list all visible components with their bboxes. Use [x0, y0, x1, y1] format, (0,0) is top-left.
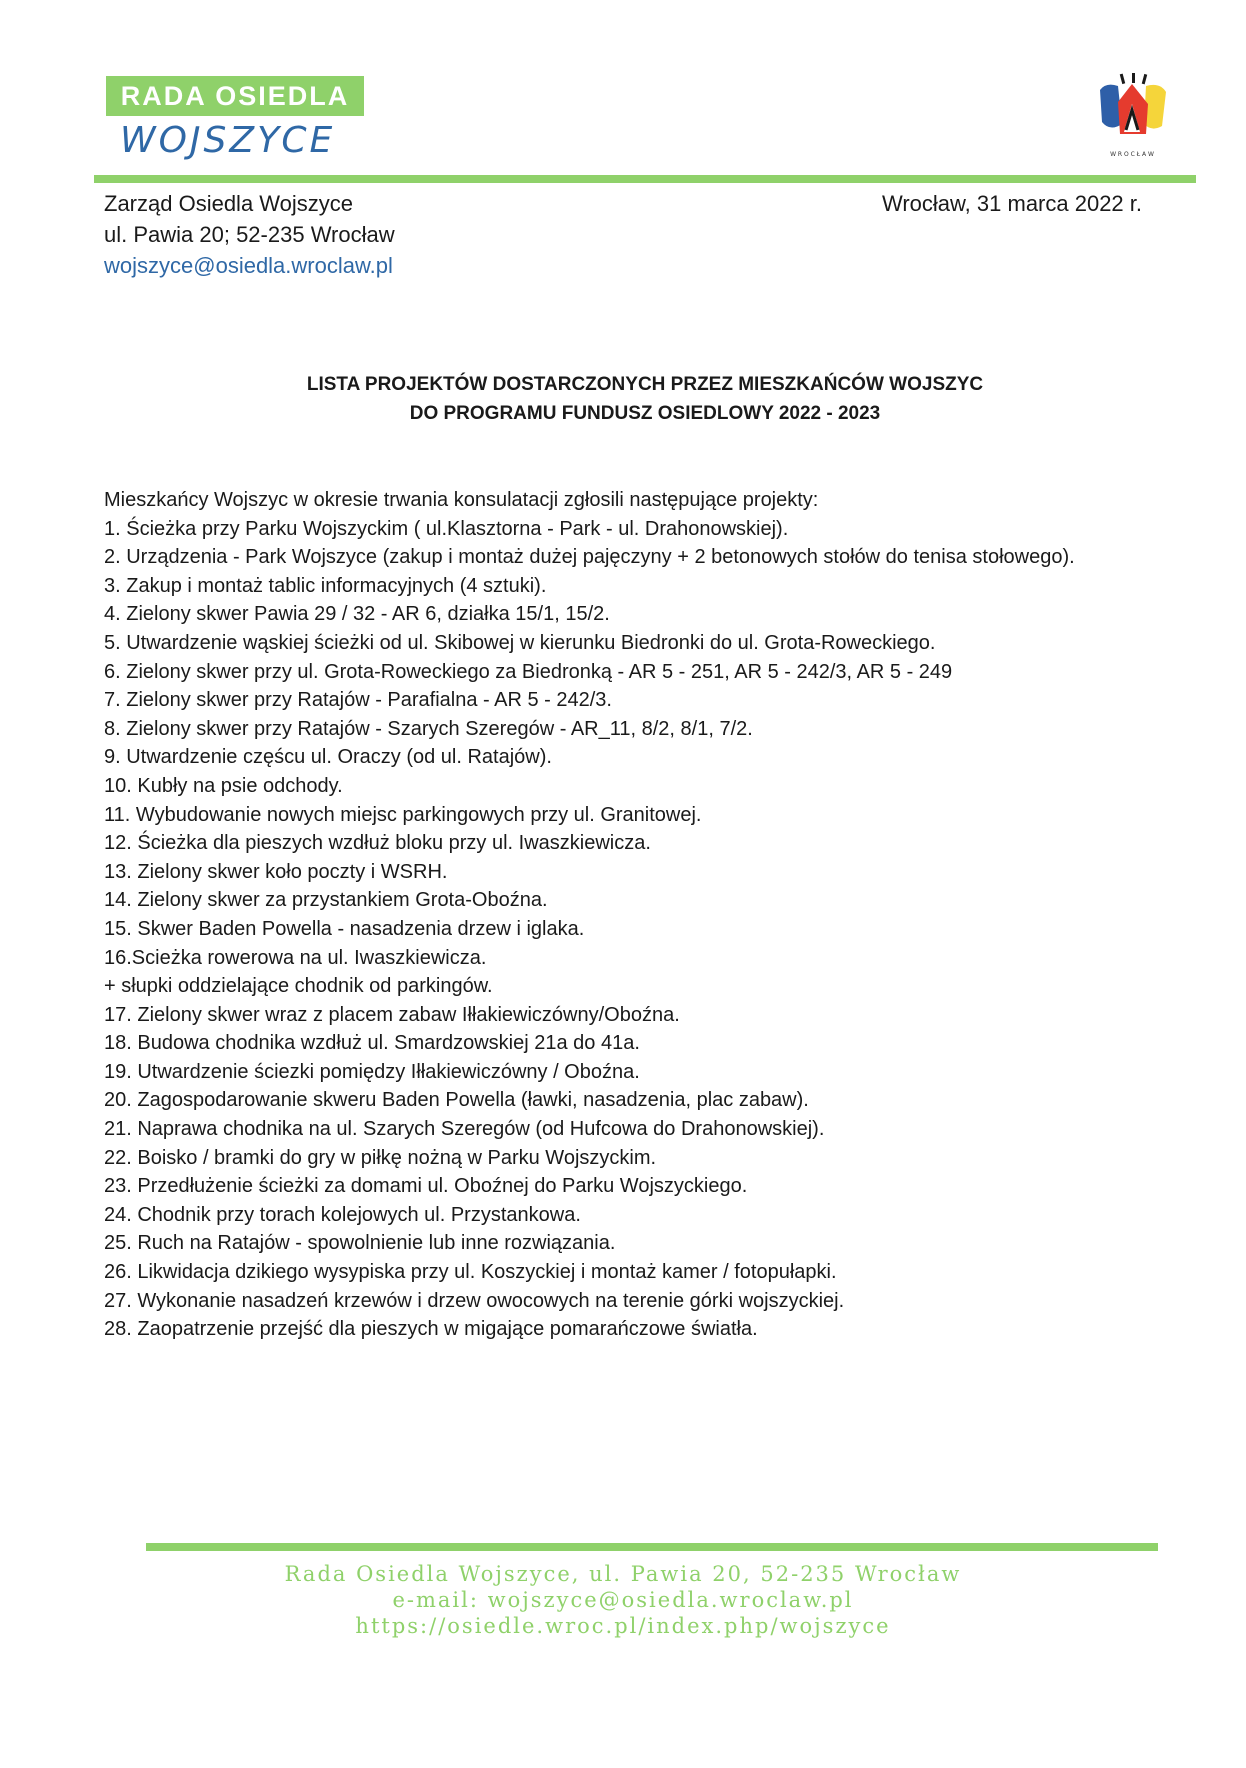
title-line-2: DO PROGRAMU FUNDUSZ OSIEDLOWY 2022 - 2023 — [409, 403, 881, 424]
footer-divider — [146, 1543, 1158, 1551]
list-item: 9. Utwardzenie częścu ul. Oraczy (od ul. Ratajów). — [104, 746, 552, 769]
list-item: 13. Zielony skwer koło poczty i WSRH. — [104, 860, 448, 883]
wroclaw-logo-icon — [1096, 72, 1168, 164]
list-item: 24. Chodnik przy torach kolejowych ul. Przystankowa. — [104, 1203, 581, 1226]
document-title — [94, 370, 1196, 428]
list-item: 16.Scieżka rowerowa na ul. Iwaszkiewicza. — [104, 946, 487, 969]
list-item: 26. Likwidacja dzikiego wysypiska przy ul. Koszyckiej i montaż kamer / fotopułapki. — [104, 1261, 837, 1284]
logo-caption: W R O C Ł A W — [1110, 151, 1154, 158]
list-item: 17. Zielony skwer wraz z placem zabaw Iłłakiewiczówny/Oboźna. — [104, 1003, 680, 1026]
project-list — [104, 486, 1075, 1344]
document-date: Wrocław, 31 marca 2022 r. — [881, 191, 1142, 216]
footer-email: e-mail: wojszyce@osiedla.wroclaw.pl — [392, 1588, 854, 1612]
list-item: 21. Naprawa chodnika na ul. Szarych Szeregów (od Hufcowa do Drahonowskiej). — [104, 1118, 825, 1141]
list-item: 18. Budowa chodnika wzdłuż ul. Smardzowskiej 21a do 41a. — [104, 1032, 640, 1055]
list-item: 5. Utwardzenie wąskiej ścieżki od ul. Skibowej w kierunku Biedronki do ul. Grota-Roweckiego. — [104, 631, 936, 654]
title-line-1: LISTA PROJEKTÓW DOSTARCZONYCH PRZEZ MIESZKAŃCÓW WOJSZYC — [306, 374, 984, 395]
list-item: 8. Zielony skwer przy Ratajów - Szarych Szeregów - AR_11, 8/2, 8/1, 7/2. — [104, 717, 753, 740]
sender-name: Zarząd Osiedla Wojszyce — [104, 191, 354, 216]
sender-email-link[interactable]: wojszyce@osiedla.wroclaw.pl — [104, 253, 393, 278]
list-item: 7. Zielony skwer przy Ratajów - Parafialna - AR 5 - 242/3. — [104, 689, 612, 712]
list-item: 15. Skwer Baden Powella - nasadzenia drzew i iglaka. — [104, 917, 585, 940]
sender-address — [104, 188, 395, 281]
list-item: 28. Zaopatrzenie przejść dla pieszych w migające pomarańczowe światła. — [104, 1318, 758, 1341]
list-item: 10. Kubły na psie odchody. — [104, 774, 343, 797]
sender-street: ul. Pawia 20; 52-235 Wrocław — [104, 222, 395, 247]
list-item: 3. Zakup i montaż tablic informacyjnych (4 sztuki). — [104, 574, 547, 597]
intro-text: Mieszkańcy Wojszyc w okresie trwania konsulatacji zgłosili następujące projekty: — [104, 489, 819, 511]
footer — [0, 1561, 1246, 1639]
footer-website-link[interactable]: https://osiedle.wroc.pl/index.php/wojszyce — [355, 1614, 891, 1638]
list-item: 1. Ścieżka przy Parku Wojszyckim ( ul.Klasztorna - Park - ul. Drahonowskiej). — [104, 517, 789, 540]
list-item: 20. Zagospodarowanie skweru Baden Powella (ławki, nasadzenia, plac zabaw). — [104, 1089, 809, 1112]
footer-address: Rada Osiedla Wojszyce, ul. Pawia 20, 52-235 Wrocław — [284, 1562, 962, 1586]
list-item: 4. Zielony skwer Pawia 29 / 32 - AR 6, działka 15/1, 15/2. — [104, 603, 610, 626]
list-item: 22. Boisko / bramki do gry w piłkę nożną w Parku Wojszyckim. — [104, 1146, 657, 1169]
list-item: + słupki oddzielające chodnik od parkingów. — [104, 975, 493, 998]
brand-title: RADA OSIEDLA — [106, 76, 364, 116]
list-item: 2. Urządzenia - Park Wojszyce (zakup i montaż dużej pajęczyny + 2 betonowych stołów do tenisa stołowego). — [104, 546, 1075, 569]
list-item: 12. Ścieżka dla pieszych wzdłuż bloku przy ul. Iwaszkiewicza. — [104, 832, 651, 855]
list-item: 23. Przedłużenie ścieżki za domami ul. Oboźnej do Parku Wojszyckiego. — [104, 1175, 748, 1198]
list-item: 11. Wybudowanie nowych miejsc parkingowych przy ul. Granitowej. — [104, 803, 702, 826]
list-item: 14. Zielony skwer za przystankiem Grota-Oboźna. — [104, 889, 548, 912]
list-item: 6. Zielony skwer przy ul. Grota-Roweckiego za Biedronką - AR 5 - 251, AR 5 - 242/3, AR 5 - 249 — [104, 660, 953, 683]
list-item: 19. Utwardzenie ściezki pomiędzy Iłłakiewiczówny / Oboźna. — [104, 1060, 640, 1083]
list-item: 25. Ruch na Ratajów - spowolnienie lub inne rozwiązania. — [104, 1232, 616, 1255]
list-item: 27. Wykonanie nasadzeń krzewów i drzew owocowych na terenie górki wojszyckiej. — [104, 1289, 845, 1312]
brand-subtitle: WOJSZYCE — [120, 120, 336, 161]
header-divider — [94, 175, 1196, 183]
